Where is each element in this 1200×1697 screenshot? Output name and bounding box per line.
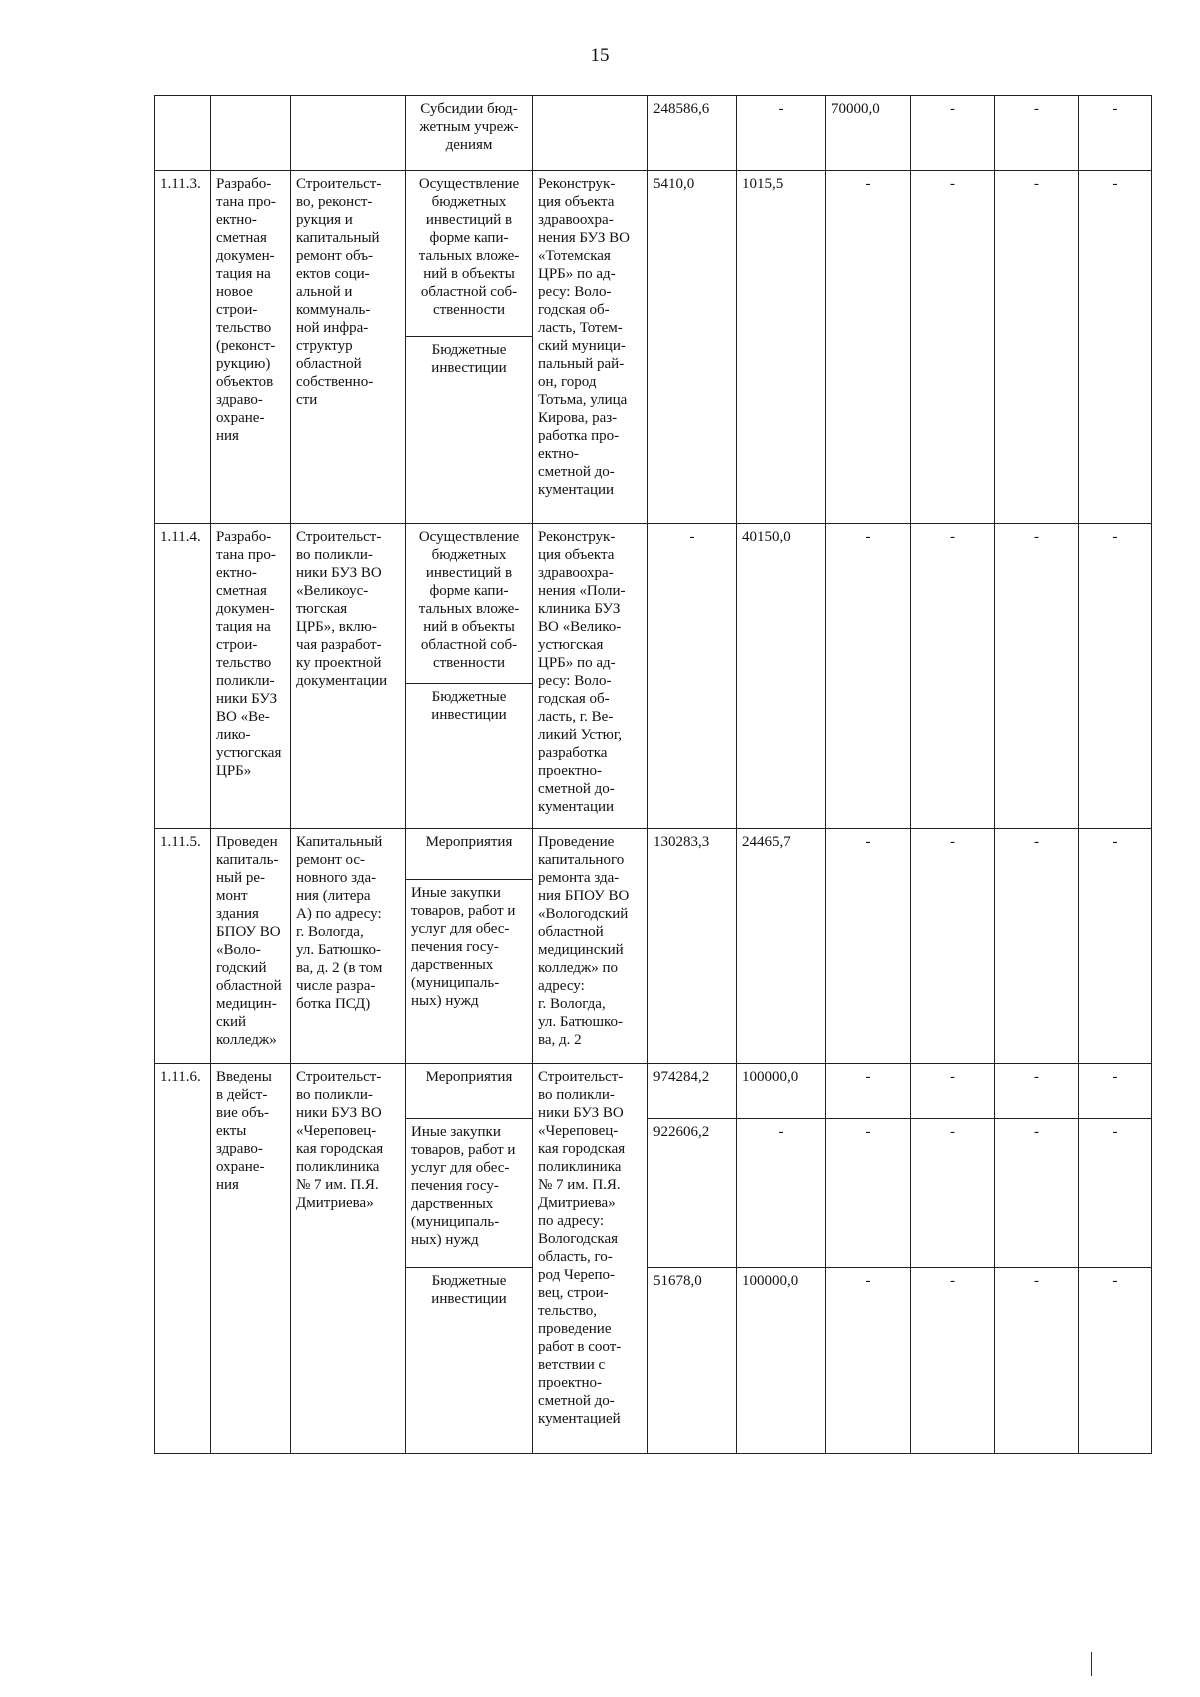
expense-type-cell: Бюджетные инвестиции [406, 684, 533, 829]
object-cell: Реконструк- ция объекта здравоохра- нения БУЗ ВО «Тотемская ЦРБ» по ад- ресу: Воло- годская об- ласть, Тотем- ский муници- пальный рай- он, город Тотьма, улица Кирова, раз- работка про- ектно- сметной до- кументации [533, 171, 648, 524]
table-row [155, 1064, 1152, 1119]
value-cell: - [911, 171, 995, 524]
value-cell: - [1079, 1119, 1152, 1268]
value-cell: 70000,0 [826, 96, 911, 171]
expense-type-cell: Бюджетные инвестиции [406, 337, 533, 524]
value-cell: - [826, 829, 911, 1064]
value-cell: - [995, 829, 1079, 1064]
value-cell: - [648, 524, 737, 829]
value-cell: - [911, 829, 995, 1064]
code-cell: 1.11.6. [155, 1064, 211, 1454]
result-cell: Разрабо- тана про- ектно- сметная докумен- тация на строи- тельство поликли- ники БУЗ ВО «Ве- лико- устюгская ЦРБ» [211, 524, 291, 829]
expense-type-cell: Субсидии бюд- жетным учреж- дениям [406, 96, 533, 171]
value-cell: - [995, 1064, 1079, 1119]
code-cell: 1.11.4. [155, 524, 211, 829]
value-cell: - [1079, 524, 1152, 829]
table-row [155, 524, 1152, 684]
value-cell: - [826, 171, 911, 524]
scan-artifact-line [1091, 1652, 1092, 1676]
result-cell: Разрабо- тана про- ектно- сметная докумен- тация на новое строи- тельство (реконст- рукцию) объектов здраво- охране- ния [211, 171, 291, 524]
expense-type-cell: Осуществление бюджетных инвестиций в форме капи- тальных вложе- ний в объекты областной соб- ственности [406, 171, 533, 337]
direction-cell: Строительст- во поликли- ники БУЗ ВО «Череповец- кая городская поликлиника № 7 им. П.Я. Дмитриева» [291, 1064, 406, 1454]
direction-cell [291, 96, 406, 171]
value-cell: 248586,6 [648, 96, 737, 171]
expense-type-cell: Бюджетные инвестиции [406, 1268, 533, 1454]
object-cell: Строительст- во поликли- ники БУЗ ВО «Череповец- кая городская поликлиника № 7 им. П.Я. Дмитриева» по адресу: Вологодская область, го- род Черепо- вец, строи- тельство, проведение работ в соот- ветствии с проектно- сметной до- кументацией [533, 1064, 648, 1454]
value-cell: - [995, 1268, 1079, 1454]
value-cell: 100000,0 [737, 1064, 826, 1119]
table-row [155, 829, 1152, 880]
object-cell [533, 96, 648, 171]
value-cell: - [1079, 96, 1152, 171]
object-cell: Реконструк- ция объекта здравоохра- нения «Поли- клиника БУЗ ВО «Велико- устюгская ЦРБ» по ад- ресу: Воло- годская об- ласть, г. Ве- ликий Устюг, разработка проектно- сметной до- кументации [533, 524, 648, 829]
value-cell: - [826, 1119, 911, 1268]
table-row [155, 171, 1152, 337]
value-cell: - [737, 96, 826, 171]
value-cell: - [911, 1119, 995, 1268]
value-cell: 24465,7 [737, 829, 826, 1064]
value-cell: 51678,0 [648, 1268, 737, 1454]
result-cell [211, 96, 291, 171]
value-cell: 1015,5 [737, 171, 826, 524]
direction-cell: Строительст- во поликли- ники БУЗ ВО «Великоус- тюгская ЦРБ», вклю- чая разработ- ку проектной документации [291, 524, 406, 829]
value-cell: 922606,2 [648, 1119, 737, 1268]
value-cell: 100000,0 [737, 1268, 826, 1454]
expense-type-cell: Осуществление бюджетных инвестиций в форме капи- тальных вложе- ний в объекты областной соб- ственности [406, 524, 533, 684]
value-cell: - [995, 524, 1079, 829]
object-cell: Проведение капитального ремонта зда- ния БПОУ ВО «Вологодский областной медицинский колледж» по адресу: г. Вологда, ул. Батюшко- ва, д. 2 [533, 829, 648, 1064]
expense-type-cell: Мероприятия [406, 1064, 533, 1119]
value-cell: - [1079, 829, 1152, 1064]
direction-cell: Строительст- во, реконст- рукция и капитальный ремонт объ- ектов соци- альной и коммуналь- ной инфра- структур областной собственно- сти [291, 171, 406, 524]
value-cell: - [995, 96, 1079, 171]
value-cell: - [826, 524, 911, 829]
value-cell: - [911, 1268, 995, 1454]
value-cell: - [995, 171, 1079, 524]
value-cell: - [911, 524, 995, 829]
value-cell: - [1079, 1064, 1152, 1119]
value-cell: 40150,0 [737, 524, 826, 829]
expense-type-cell: Иные закупки товаров, работ и услуг для обес- печения госу- дарственных (муниципаль- ных) нужд [406, 1119, 533, 1268]
value-cell: 130283,3 [648, 829, 737, 1064]
code-cell: 1.11.3. [155, 171, 211, 524]
value-cell: - [1079, 1268, 1152, 1454]
budget-table [154, 95, 1152, 1454]
value-cell: - [995, 1119, 1079, 1268]
value-cell: - [826, 1064, 911, 1119]
expense-type-cell: Иные закупки товаров, работ и услуг для обес- печения госу- дарственных (муниципаль- ных) нужд [406, 880, 533, 1064]
value-cell: - [826, 1268, 911, 1454]
value-cell: - [911, 96, 995, 171]
value-cell: - [911, 1064, 995, 1119]
value-cell: 5410,0 [648, 171, 737, 524]
table-row [155, 96, 1152, 171]
direction-cell: Капитальный ремонт ос- новного зда- ния (литера А) по адресу: г. Вологда, ул. Батюшко- ва, д. 2 (в том числе разра- ботка ПСД) [291, 829, 406, 1064]
value-cell: - [737, 1119, 826, 1268]
code-cell: 1.11.5. [155, 829, 211, 1064]
value-cell: 974284,2 [648, 1064, 737, 1119]
page-number: 15 [590, 45, 610, 66]
expense-type-cell: Мероприятия [406, 829, 533, 880]
value-cell: - [1079, 171, 1152, 524]
result-cell: Введены в дейст- вие объ- екты здраво- охране- ния [211, 1064, 291, 1454]
result-cell: Проведен капиталь- ный ре- монт здания БПОУ ВО «Воло- годский областной медицин- ский колледж» [211, 829, 291, 1064]
code-cell [155, 96, 211, 171]
